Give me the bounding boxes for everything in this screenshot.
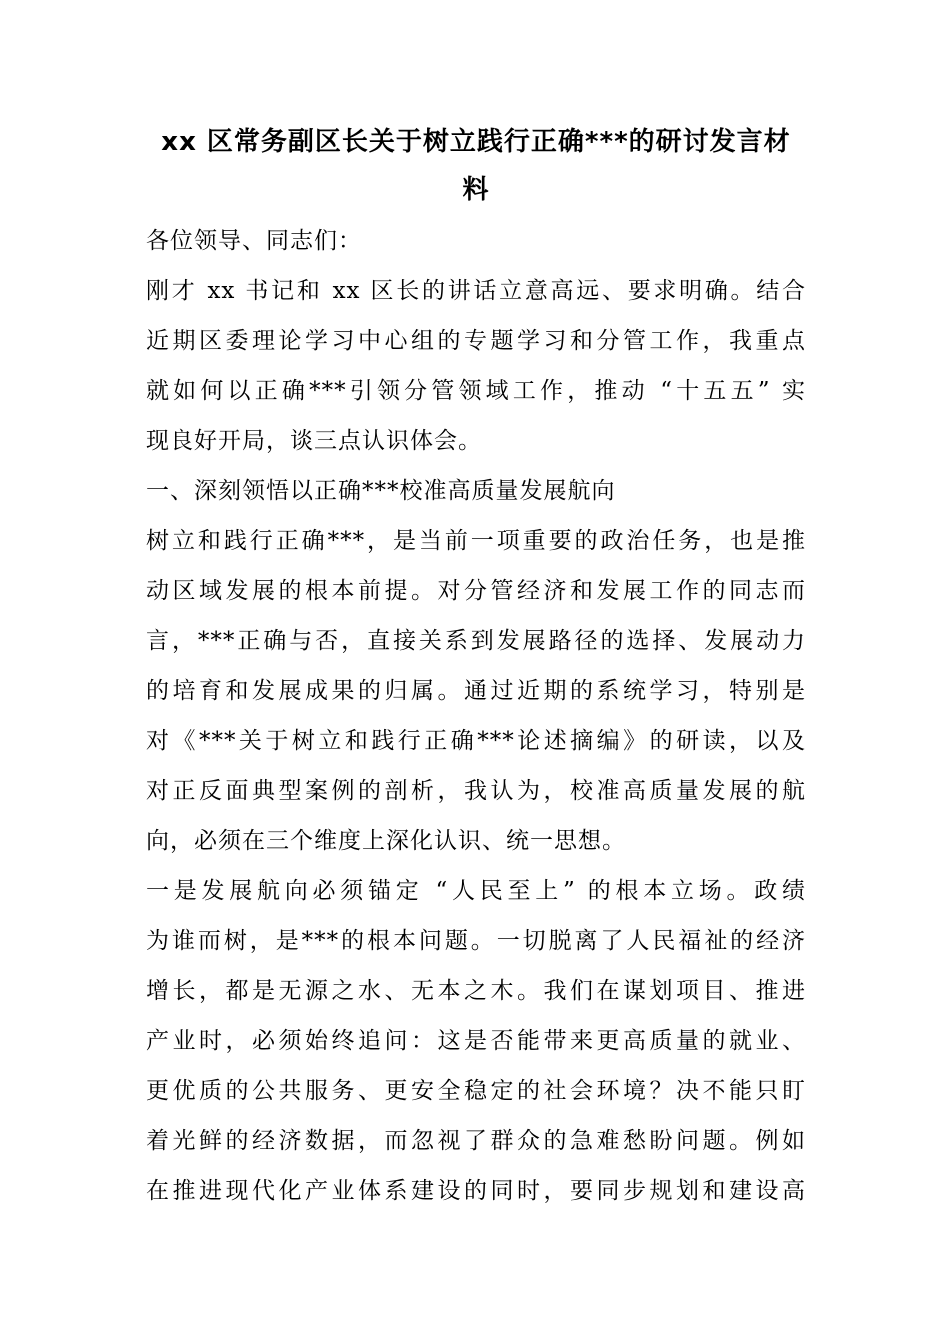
text-line: 增长，都是无源之水、无本之木。我们在谋划项目、推进 [146,978,806,1004]
title-line-2: 料 [462,175,490,205]
text-line: 对正反面典型案例的剖析，我认为，校准高质量发展的航 [146,778,806,804]
text-line: 产业时，必须始终追问：这是否能带来更高质量的就业、 [146,1028,806,1054]
text-line: 的培育和发展成果的归属。通过近期的系统学习，特别是 [146,678,806,704]
text-line: 言，***正确与否，直接关系到发展路径的选择、发展动力 [146,628,806,654]
text-line: 各位领导、同志们： [146,228,362,254]
title-line-1: xx 区常务副区长关于树立践行正确***的研讨发言材 [161,127,791,157]
text-line: 现良好开局，谈三点认识体会。 [146,428,482,454]
text-line: 在推进现代化产业体系建设的同时，要同步规划和建设高 [146,1178,806,1204]
text-line: 一是发展航向必须锚定 “人民至上” 的根本立场。政绩 [146,878,806,904]
document-body [146,216,806,1216]
text-line: 就如何以正确***引领分管领域工作，推动 “十五五” 实 [146,378,806,404]
text-line: 近期区委理论学习中心组的专题学习和分管工作，我重点 [146,328,806,354]
text-line: 动区域发展的根本前提。对分管经济和发展工作的同志而 [146,578,806,604]
document-page [146,118,806,1216]
text-line: 一、深刻领悟以正确***校准高质量发展航向 [146,478,616,504]
text-line: 向，必须在三个维度上深化认识、统一思想。 [146,828,626,854]
text-line: 更优质的公共服务、更安全稳定的社会环境？决不能只盯 [146,1078,806,1104]
document-title [146,118,806,214]
text-line: 着光鲜的经济数据，而忽视了群众的急难愁盼问题。例如 [146,1128,806,1154]
text-line: 刚才 xx 书记和 xx 区长的讲话立意高远、要求明确。结合 [146,278,806,304]
text-line: 对《***关于树立和践行正确***论述摘编》的研读，以及 [146,728,806,754]
text-line: 树立和践行正确***，是当前一项重要的政治任务，也是推 [146,528,806,554]
text-line: 为谁而树，是***的根本问题。一切脱离了人民福祉的经济 [146,928,806,954]
